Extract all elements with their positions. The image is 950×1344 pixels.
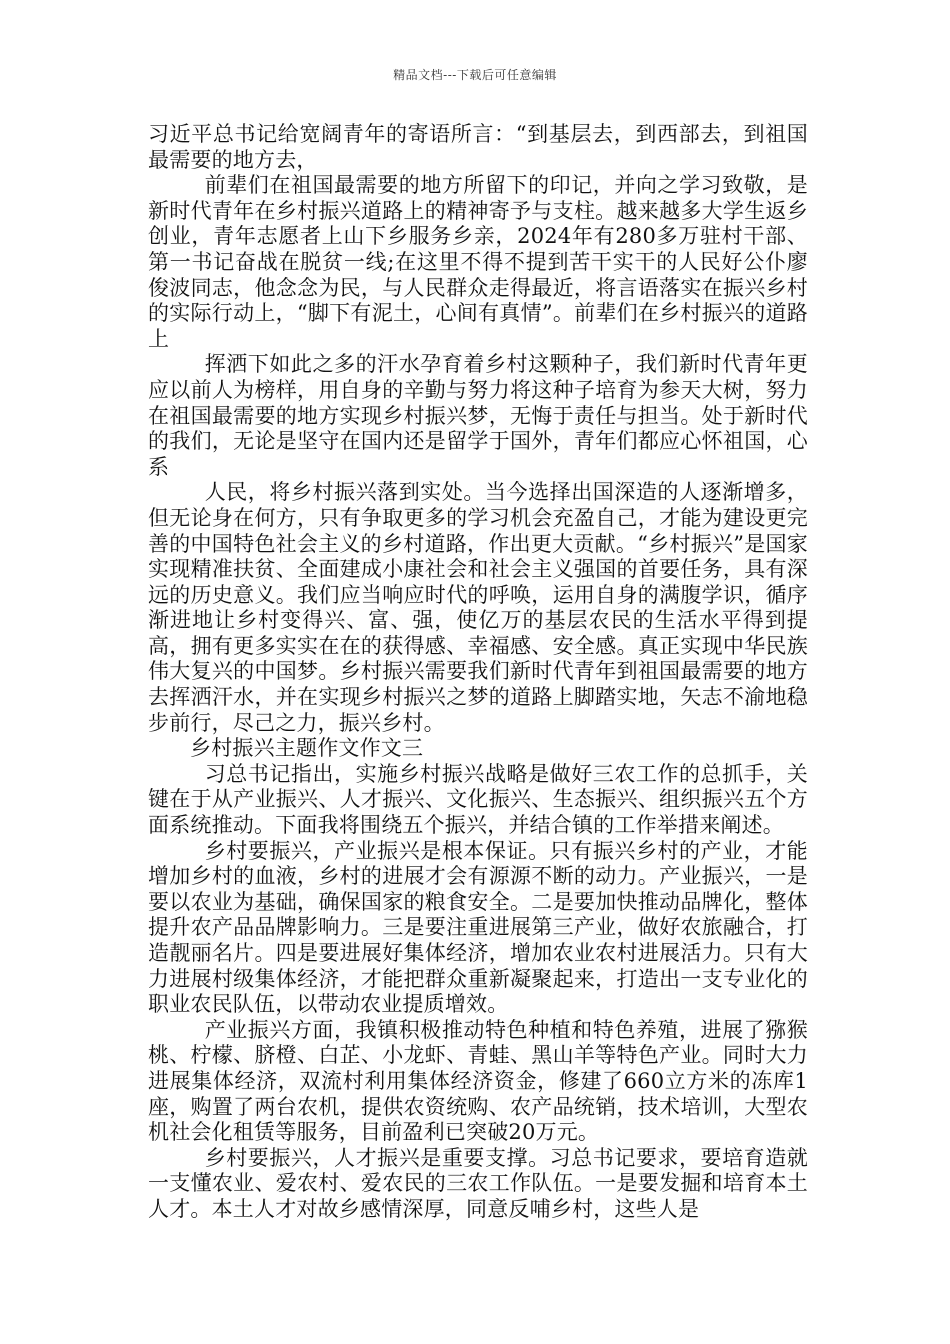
document-body bbox=[148, 122, 808, 1223]
paragraph-1: 习近平总书记给宽阔青年的寄语所言：“到基层去，到西部去，到祖国最需要的地方去， bbox=[148, 122, 808, 172]
paragraph-6: 乡村要振兴，产业振兴是根本保证。只有振兴乡村的产业，才能增加乡村的血液，乡村的进展才会有源源不断的动力。产业振兴，一是要以农业为基础，确保国家的粮食安全。二是要加快推动品牌化，整体提升农产品品牌影响力。三是要注重进展第三产业，做好农旅融合，打造靓丽名片。四是要进展好集体经济，增加农业农村进展活力。只有大力进展村级集体经济，才能把群众重新凝聚起来，打造出一支专业化的职业农民队伍，以带动农业提质增效。 bbox=[148, 838, 808, 1017]
paragraph-5: 习总书记指出，实施乡村振兴战略是做好三农工作的总抓手，关键在于从产业振兴、人才振兴、文化振兴、生态振兴、组织振兴五个方面系统推动。下面我将围绕五个振兴，并结合镇的工作举措来阐述。 bbox=[148, 761, 808, 838]
paragraph-2: 前辈们在祖国最需要的地方所留下的印记，并向之学习致敬，是新时代青年在乡村振兴道路上的精神寄予与支柱。越来越多大学生返乡创业，青年志愿者上山下乡服务乡亲，2024年有280多万驻村干部、第一书记奋战在脱贫一线;在这里不得不提到苦干实干的人民好公仆廖俊波同志，他念念为民，与人民群众走得最近，将言语落实在振兴乡村的实际行动上，“脚下有泥土，心间有真情”。前辈们在乡村振兴的道路上 bbox=[148, 173, 808, 351]
paragraph-7: 产业振兴方面，我镇积极推动特色种植和特色养殖，进展了猕猴桃、柠檬、脐橙、白芷、小龙虾、青蛙、黑山羊等特色产业。同时大力进展集体经济，双流村利用集体经济资金，修建了660立方米的冻库1座，购置了两台农机，提供农资统购、农产品统销，技术培训，大型农机社会化租赁等服务，目前盈利已突破20万元。 bbox=[148, 1017, 808, 1145]
page-header: 精品文档---下载后可任意编辑 bbox=[393, 68, 557, 82]
section-title: 乡村振兴主题作文作文三 bbox=[190, 736, 424, 761]
paragraph-4: 人民，将乡村振兴落到实处。当今选择出国深造的人逐渐增多，但无论身在何方，只有争取更多的学习机会充盈自己，才能为建设更完善的中国特色社会主义的乡村道路，作出更大贡献。“乡村振兴”是国家实现精准扶贫、全面建成小康社会和社会主义强国的首要任务，具有深远的历史意义。我们应当响应时代的呼唤，运用自身的满腹学识，循序渐进地让乡村变得兴、富、强，使亿万的基层农民的生活水平得到提高，拥有更多实实在在的获得感、幸福感、安全感。真正实现中华民族伟大复兴的中国梦。乡村振兴需要我们新时代青年到祖国最需要的地方去挥洒汗水，并在实现乡村振兴之梦的道路上脚踏实地，矢志不渝地稳步前行，尽己之力，振兴乡村。 bbox=[148, 480, 808, 735]
paragraph-3: 挥洒下如此之多的汗水孕育着乡村这颗种子，我们新时代青年更应以前人为榜样，用自身的辛勤与努力将这种子培育为参天大树，努力在祖国最需要的地方实现乡村振兴梦，无悔于责任与担当。处于新时代的我们，无论是坚守在国内还是留学于国外，青年们都应心怀祖国，心系 bbox=[148, 352, 808, 479]
paragraph-8: 乡村要振兴，人才振兴是重要支撑。习总书记要求，要培育造就一支懂农业、爱农村、爱农民的三农工作队伍。一是要发掘和培育本土人才。本土人才对故乡感情深厚，同意反哺乡村，这些人是 bbox=[148, 1145, 808, 1221]
